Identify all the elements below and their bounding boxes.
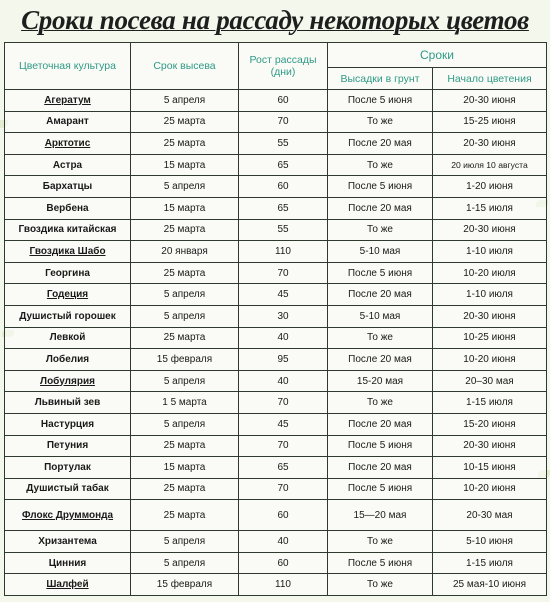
flower-name: Хризантема	[38, 536, 97, 548]
bloom-start-cell: 1-10 июля	[433, 284, 547, 306]
flower-name-cell	[5, 262, 131, 284]
sowing-date-cell: 20 января	[131, 241, 239, 263]
sowing-date-cell: 25 марта	[131, 435, 239, 457]
flower-name-cell	[5, 500, 131, 531]
planting-date-cell: После 20 мая	[328, 133, 433, 155]
sowing-date-cell: 25 марта	[131, 478, 239, 500]
planting-date-cell: После 20 мая	[328, 413, 433, 435]
seedling-days-cell: 70	[239, 392, 328, 414]
bloom-start-cell: 10-20 июня	[433, 478, 547, 500]
table-row	[5, 262, 547, 284]
flower-name: Львиный зев	[34, 397, 101, 409]
seedling-days-cell: 45	[239, 413, 328, 435]
table-row	[5, 478, 547, 500]
table-row	[5, 284, 547, 306]
planting-date-cell: После 5 июня	[328, 176, 433, 198]
bloom-start-cell: 20-30 июня	[433, 90, 547, 112]
flower-name: Арктотис	[44, 137, 91, 149]
flower-name: Гвоздика китайская	[18, 224, 117, 236]
sowing-date-cell: 15 марта	[131, 197, 239, 219]
header-bloom: Начало цветения	[433, 68, 547, 90]
planting-date-cell: После 5 июня	[328, 435, 433, 457]
flower-name-cell	[5, 90, 131, 112]
seedling-days-cell: 30	[239, 305, 328, 327]
table-row	[5, 197, 547, 219]
table-row	[5, 349, 547, 371]
sowing-date-cell: 25 марта	[131, 500, 239, 531]
planting-date-cell: После 5 июня	[328, 90, 433, 112]
planting-date-cell: После 5 июня	[328, 552, 433, 574]
seedling-days-cell: 60	[239, 176, 328, 198]
bloom-start-cell: 20-30 июня	[433, 435, 547, 457]
sowing-date-cell: 5 апреля	[131, 305, 239, 327]
seedling-days-cell: 70	[239, 262, 328, 284]
header-terms: Сроки	[328, 43, 547, 68]
seedling-days-cell: 70	[239, 435, 328, 457]
bloom-start-cell: 1-15 июля	[433, 392, 547, 414]
flower-name-cell	[5, 552, 131, 574]
table-row	[5, 552, 547, 574]
planting-date-cell: 5-10 мая	[328, 241, 433, 263]
bloom-start-cell: 20-30 июня	[433, 219, 547, 241]
table-row	[5, 457, 547, 479]
flower-name: Душистый табак	[26, 483, 109, 495]
bloom-start-cell: 20-30 июня	[433, 305, 547, 327]
flower-name-cell	[5, 478, 131, 500]
table-row	[5, 111, 547, 133]
planting-date-cell: То же	[328, 111, 433, 133]
seedling-days-cell: 60	[239, 552, 328, 574]
table-row	[5, 219, 547, 241]
sowing-date-cell: 15 марта	[131, 154, 239, 176]
seedling-days-cell: 40	[239, 327, 328, 349]
flower-name: Гвоздика Шабо	[29, 245, 106, 257]
table-row	[5, 392, 547, 414]
bloom-start-cell: 20–30 мая	[433, 370, 547, 392]
planting-date-cell: То же	[328, 154, 433, 176]
bloom-start-cell: 1-10 июля	[433, 241, 547, 263]
table-row	[5, 370, 547, 392]
flower-name: Вербена	[46, 202, 89, 214]
sowing-date-cell: 15 февраля	[131, 349, 239, 371]
sowing-date-cell: 5 апреля	[131, 284, 239, 306]
table-header-row	[5, 43, 547, 68]
flower-name-cell	[5, 176, 131, 198]
seedling-days-cell: 95	[239, 349, 328, 371]
table-row	[5, 531, 547, 553]
sowing-date-cell: 5 апреля	[131, 413, 239, 435]
flower-name: Агератум	[44, 94, 91, 106]
header-seedling-days: Рост рассады (дни)	[239, 43, 328, 90]
sowing-schedule-table	[4, 42, 547, 596]
flower-name-cell	[5, 305, 131, 327]
sowing-date-cell: 25 марта	[131, 219, 239, 241]
bloom-start-cell: 10-20 июля	[433, 262, 547, 284]
seedling-days-cell: 110	[239, 241, 328, 263]
flower-name: Петуния	[46, 440, 89, 452]
flower-name-cell	[5, 197, 131, 219]
seedling-days-cell: 110	[239, 574, 328, 596]
bloom-start-cell: 10-25 июня	[433, 327, 547, 349]
flower-name-cell	[5, 241, 131, 263]
bloom-start-cell: 20 июля 10 августа	[433, 154, 547, 176]
sowing-date-cell: 15 марта	[131, 457, 239, 479]
seedling-days-cell: 65	[239, 197, 328, 219]
bloom-start-cell: 10-15 июня	[433, 457, 547, 479]
seedling-days-cell: 40	[239, 531, 328, 553]
planting-date-cell: 15—20 мая	[328, 500, 433, 531]
seedling-days-cell: 55	[239, 219, 328, 241]
seedling-days-cell: 60	[239, 500, 328, 531]
bloom-start-cell: 5-10 июня	[433, 531, 547, 553]
bloom-start-cell: 20-30 июня	[433, 133, 547, 155]
flower-name: Цинния	[48, 557, 87, 569]
planting-date-cell: То же	[328, 574, 433, 596]
flower-name-cell	[5, 327, 131, 349]
sowing-date-cell: 15 февраля	[131, 574, 239, 596]
table-row	[5, 90, 547, 112]
planting-date-cell: 5-10 мая	[328, 305, 433, 327]
bloom-start-cell: 15-25 июня	[433, 111, 547, 133]
planting-date-cell: После 5 июня	[328, 478, 433, 500]
table-row	[5, 435, 547, 457]
planting-date-cell: После 20 мая	[328, 197, 433, 219]
seedling-days-cell: 60	[239, 90, 328, 112]
table-row	[5, 327, 547, 349]
flower-name-cell	[5, 392, 131, 414]
flower-name-cell	[5, 435, 131, 457]
header-planting: Высадки в грунт	[328, 68, 433, 90]
planting-date-cell: То же	[328, 531, 433, 553]
bloom-start-cell: 25 мая-10 июня	[433, 574, 547, 596]
bloom-start-cell: 20-30 мая	[433, 500, 547, 531]
flower-name-cell	[5, 219, 131, 241]
flower-name: Лобелия	[45, 353, 90, 365]
sowing-date-cell: 5 апреля	[131, 90, 239, 112]
planting-date-cell: После 20 мая	[328, 349, 433, 371]
sowing-date-cell: 5 апреля	[131, 531, 239, 553]
seedling-days-cell: 40	[239, 370, 328, 392]
flower-name: Флокс Друммонда	[21, 509, 114, 521]
table-row	[5, 413, 547, 435]
flower-name-cell	[5, 531, 131, 553]
flower-name: Годеция	[46, 289, 89, 301]
flower-name: Душистый горошек	[19, 310, 116, 322]
flower-name: Левкой	[49, 332, 86, 344]
flower-name-cell	[5, 370, 131, 392]
table-row	[5, 133, 547, 155]
header-sowing-date: Срок высева	[131, 43, 239, 90]
table-row	[5, 500, 547, 531]
flower-name: Портулак	[44, 461, 91, 473]
seedling-days-cell: 70	[239, 478, 328, 500]
seedling-days-cell: 45	[239, 284, 328, 306]
planting-date-cell: После 20 мая	[328, 284, 433, 306]
flower-name: Шалфей	[46, 579, 89, 591]
planting-date-cell: То же	[328, 392, 433, 414]
flower-name: Амарант	[46, 116, 89, 128]
sowing-date-cell: 25 марта	[131, 327, 239, 349]
planting-date-cell: 15-20 мая	[328, 370, 433, 392]
flower-name: Георгина	[45, 267, 90, 279]
sowing-date-cell: 25 марта	[131, 133, 239, 155]
bloom-start-cell: 1-15 июля	[433, 552, 547, 574]
sowing-date-cell: 5 апреля	[131, 176, 239, 198]
sowing-date-cell: 1 5 марта	[131, 392, 239, 414]
header-culture: Цветочная культура	[5, 43, 131, 90]
flower-name: Настурция	[40, 418, 95, 430]
flower-name-cell	[5, 154, 131, 176]
planting-date-cell: То же	[328, 327, 433, 349]
planting-date-cell: После 5 июня	[328, 262, 433, 284]
flower-name-cell	[5, 111, 131, 133]
sowing-date-cell: 5 апреля	[131, 370, 239, 392]
flower-name-cell	[5, 574, 131, 596]
bloom-start-cell: 10-20 июня	[433, 349, 547, 371]
flower-name-cell	[5, 457, 131, 479]
table-row	[5, 305, 547, 327]
sowing-date-cell: 25 марта	[131, 262, 239, 284]
planting-date-cell: То же	[328, 219, 433, 241]
page-title: Сроки посева на рассаду некоторых цветов	[21, 5, 529, 35]
seedling-days-cell: 65	[239, 457, 328, 479]
bloom-start-cell: 15-20 июня	[433, 413, 547, 435]
seedling-days-cell: 70	[239, 111, 328, 133]
planting-date-cell: После 20 мая	[328, 457, 433, 479]
flower-name: Астра	[52, 159, 83, 171]
table-row	[5, 154, 547, 176]
table-row	[5, 241, 547, 263]
flower-name-cell	[5, 284, 131, 306]
sowing-date-cell: 5 апреля	[131, 552, 239, 574]
flower-name-cell	[5, 349, 131, 371]
table-row	[5, 176, 547, 198]
sowing-date-cell: 25 марта	[131, 111, 239, 133]
flower-name: Бархатцы	[42, 181, 93, 193]
flower-name: Лобулярия	[40, 375, 95, 387]
seedling-days-cell: 55	[239, 133, 328, 155]
seedling-days-cell: 65	[239, 154, 328, 176]
bloom-start-cell: 1-20 июня	[433, 176, 547, 198]
flower-name-cell	[5, 133, 131, 155]
table-row	[5, 574, 547, 596]
bloom-start-cell: 1-15 июля	[433, 197, 547, 219]
flower-name-cell	[5, 413, 131, 435]
